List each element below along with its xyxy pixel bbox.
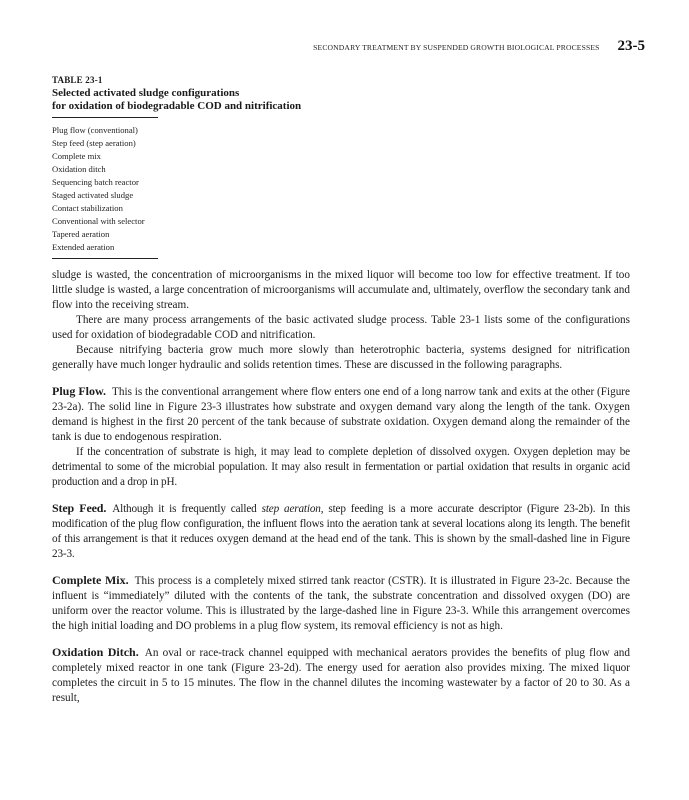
table-row: Staged activated sludge (52, 190, 134, 200)
step-feed-paragraph (52, 501, 630, 562)
table-caption-line-2: for oxidation of biodegradable COD and nitrification (52, 100, 302, 112)
table-row: Step feed (step aeration) (52, 138, 136, 148)
table-caption-line-1: Selected activated sludge configurations (52, 87, 240, 99)
page-number: 23-5 (617, 38, 645, 54)
table-number: TABLE 23-1 (52, 75, 103, 85)
table-row: Sequencing batch reactor (52, 177, 139, 187)
plug-flow-text-1: This is the conventional arrangement where flow enters one end of a long narrow tank and exits at the other (Figure 23-2a). The solid line in Figure 23-3 illustrates how substrate and oxygen demand vary along the length of the tank. Oxygen demand is highest in the first 20 percent of the tank because of substrate oxidation. Oxygen demand along the remainder of the tank is due to endogenous respiration. (52, 386, 630, 443)
plug-flow-paragraph-1 (52, 384, 630, 445)
step-feed-text-after: step feeding is a more accurate descriptor (Figure 23-2b). In this modification of the plug flow configuration, the influent flows into the aeration tank at several locations along its length. The benefit of this arrangement is that it reduces oxygen demand at the head end of the tank. This is shown by the small-dashed line in Figure 23-3. (52, 503, 630, 560)
table-row: Complete mix (52, 151, 101, 161)
table-rows (52, 124, 312, 254)
table-row: Extended aeration (52, 242, 115, 252)
plug-flow-heading: Plug Flow. (52, 384, 107, 398)
table-row: Plug flow (conventional) (52, 125, 138, 135)
table-row: Contact stabilization (52, 203, 123, 213)
running-header (313, 38, 645, 55)
section-plug-flow (52, 384, 630, 490)
intro-paragraph-3: Because nitrifying bacteria grow much more slowly than heterotrophic bacteria, systems designed for nitrification generally have much longer hydraulic and solids retention times. These are discussed in the following paragraphs. (52, 344, 630, 371)
step-feed-italic-term: step aeration, (261, 503, 324, 515)
oxidation-ditch-text: An oval or race-track channel equipped with mechanical aerators provides the benefits of plug flow and completely mixed reactor in one tank (Figure 23-2d). The energy used for aeration also provides mixing. The mixed liquor completes the circuit in 5 to 15 minutes. The flow in the channel dilutes the incoming wastewater by a factor of 20 to 30. As a result, (52, 647, 630, 704)
table-caption (52, 87, 312, 113)
oxidation-ditch-paragraph (52, 645, 630, 706)
section-step-feed (52, 501, 630, 562)
table-top-rule (52, 117, 158, 118)
step-feed-text-before: Although it is frequently called (112, 503, 262, 515)
complete-mix-text: This process is a completely mixed stirred tank reactor (CSTR). It is illustrated in Figure 23-2c. Because the influent is “immediately” diluted with the contents of the tank, the substrate concentration and dissolved oxygen (DO) are uniform over the reactor volume. This is illustrated by the large-dashed line in Figure 23-3. While this arrangement overcomes the high initial loading and DO problems in a plug flow system, its removal efficiency is not as high. (52, 575, 631, 632)
table-row: Tapered aeration (52, 229, 110, 239)
plug-flow-paragraph-2: If the concentration of substrate is high, it may lead to complete depletion of dissolved oxygen. Oxygen depletion may be detrimental to some of the microbial population. It may also result in fermentation or partial oxidation that results in organic acid production and a drop in pH. (52, 446, 630, 488)
complete-mix-heading: Complete Mix. (52, 573, 129, 587)
body-text (52, 268, 630, 706)
step-feed-heading: Step Feed. (52, 501, 107, 515)
table-row: Oxidation ditch (52, 164, 106, 174)
intro-paragraph-1: sludge is wasted, the concentration of microorganisms in the mixed liquor will become too low for effective treatment. If too little sludge is wasted, a large concentration of microorganisms will accumulate and, ultimately, overflow the secondary tank and flow into the receiving stream. (52, 269, 630, 311)
table-row: Conventional with selector (52, 216, 145, 226)
table-23-1 (52, 75, 312, 259)
oxidation-ditch-heading: Oxidation Ditch. (52, 645, 139, 659)
intro-paragraph-2: There are many process arrangements of the basic activated sludge process. Table 23-1 lists some of the configurations used for oxidation of biodegradable COD and nitrification. (52, 314, 630, 341)
running-title: SECONDARY TREATMENT BY SUSPENDED GROWTH BIOLOGICAL PROCESSES (313, 43, 600, 52)
section-complete-mix (52, 573, 630, 634)
section-oxidation-ditch (52, 645, 630, 706)
table-bottom-rule (52, 258, 158, 259)
complete-mix-paragraph (52, 573, 630, 634)
